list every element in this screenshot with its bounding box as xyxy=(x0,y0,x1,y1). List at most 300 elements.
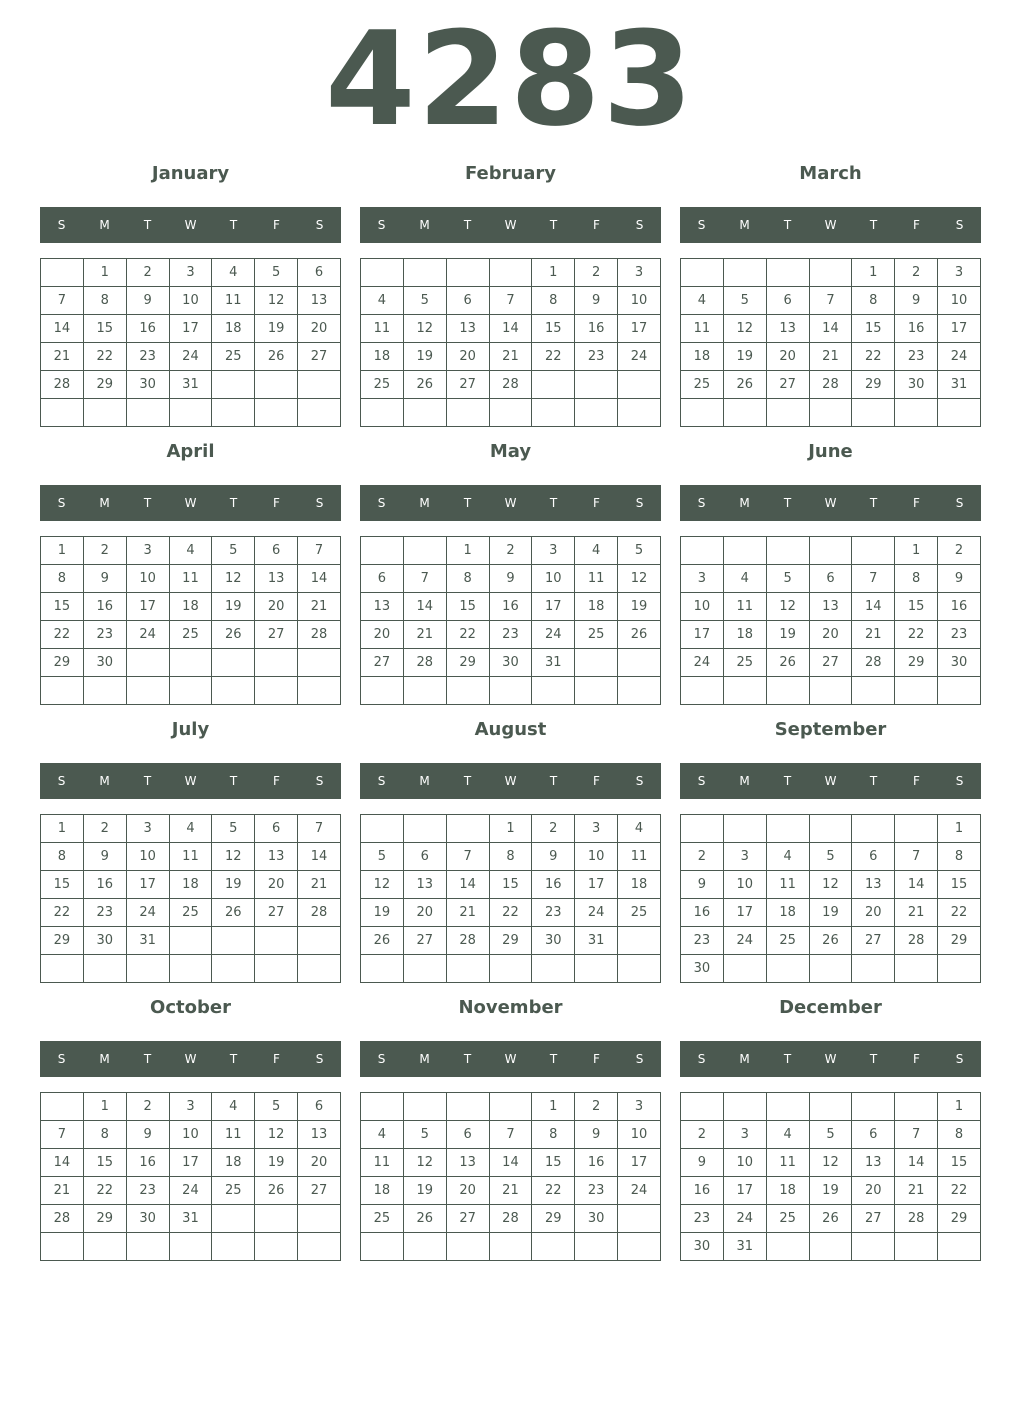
day-cell: 16 xyxy=(489,593,532,621)
day-cell: 21 xyxy=(852,621,895,649)
day-cell xyxy=(723,259,766,287)
day-cell: 10 xyxy=(575,843,618,871)
day-cell: 22 xyxy=(41,621,84,649)
day-cell xyxy=(532,399,575,427)
day-cell: 7 xyxy=(41,287,84,315)
day-cell: 26 xyxy=(809,1205,852,1233)
day-cell: 26 xyxy=(361,927,404,955)
weekday-label: S xyxy=(955,1052,964,1066)
weekday-label: T xyxy=(783,1052,792,1066)
day-cell xyxy=(723,677,766,705)
weekday-label: F xyxy=(913,218,920,232)
day-cell xyxy=(895,399,938,427)
day-cell: 16 xyxy=(575,315,618,343)
day-cell: 23 xyxy=(83,899,126,927)
day-cell: 18 xyxy=(169,593,212,621)
week-row xyxy=(41,1177,341,1205)
day-cell xyxy=(169,677,212,705)
day-cell: 30 xyxy=(681,1233,724,1261)
week-row xyxy=(361,565,661,593)
day-cell: 18 xyxy=(681,343,724,371)
weekday-label: T xyxy=(229,218,238,232)
day-cell: 22 xyxy=(532,1177,575,1205)
day-cell: 25 xyxy=(212,343,255,371)
day-cell: 3 xyxy=(723,843,766,871)
day-grid xyxy=(360,1092,661,1261)
day-cell: 20 xyxy=(298,1149,341,1177)
week-row xyxy=(681,649,981,677)
day-cell xyxy=(938,677,981,705)
day-cell: 9 xyxy=(83,565,126,593)
day-cell: 9 xyxy=(895,287,938,315)
day-cell: 28 xyxy=(298,899,341,927)
day-cell: 6 xyxy=(298,259,341,287)
week-row xyxy=(361,1121,661,1149)
day-cell: 4 xyxy=(212,259,255,287)
day-cell: 6 xyxy=(403,843,446,871)
day-cell: 21 xyxy=(446,899,489,927)
weekday-header xyxy=(360,1041,661,1077)
day-cell: 29 xyxy=(446,649,489,677)
day-cell: 13 xyxy=(403,871,446,899)
day-cell xyxy=(255,371,298,399)
day-cell: 19 xyxy=(723,343,766,371)
day-cell: 28 xyxy=(446,927,489,955)
weekday-label: W xyxy=(504,496,517,510)
day-cell: 21 xyxy=(403,621,446,649)
day-cell: 8 xyxy=(489,843,532,871)
week-row xyxy=(41,343,341,371)
day-cell: 10 xyxy=(723,1149,766,1177)
day-cell: 17 xyxy=(618,315,661,343)
day-cell: 21 xyxy=(41,343,84,371)
day-cell xyxy=(852,1233,895,1261)
day-grid xyxy=(40,1092,341,1261)
day-cell: 5 xyxy=(809,843,852,871)
day-cell: 6 xyxy=(446,287,489,315)
day-cell xyxy=(681,399,724,427)
day-cell: 12 xyxy=(403,1149,446,1177)
day-cell: 24 xyxy=(126,899,169,927)
day-cell: 31 xyxy=(575,927,618,955)
day-cell: 17 xyxy=(681,621,724,649)
day-cell: 11 xyxy=(766,1149,809,1177)
day-cell: 19 xyxy=(212,593,255,621)
day-cell: 29 xyxy=(532,1205,575,1233)
week-row xyxy=(41,1233,341,1261)
day-cell: 13 xyxy=(298,287,341,315)
week-row xyxy=(681,871,981,899)
weekday-label: F xyxy=(913,1052,920,1066)
weekday-label: T xyxy=(549,218,558,232)
week-row xyxy=(681,565,981,593)
day-cell: 27 xyxy=(255,621,298,649)
day-cell xyxy=(489,955,532,983)
week-row xyxy=(41,1093,341,1121)
week-row xyxy=(361,1093,661,1121)
week-row xyxy=(361,899,661,927)
week-row xyxy=(681,1093,981,1121)
day-cell: 5 xyxy=(255,1093,298,1121)
month-name: December xyxy=(779,997,882,1018)
day-cell: 11 xyxy=(169,565,212,593)
day-cell: 30 xyxy=(126,1205,169,1233)
day-cell: 23 xyxy=(681,927,724,955)
month-name: November xyxy=(458,997,563,1018)
day-cell: 13 xyxy=(446,315,489,343)
day-cell: 12 xyxy=(361,871,404,899)
weekday-label: M xyxy=(739,774,750,788)
day-cell xyxy=(212,927,255,955)
day-cell: 18 xyxy=(618,871,661,899)
day-cell: 12 xyxy=(723,315,766,343)
day-cell: 24 xyxy=(575,899,618,927)
day-cell: 31 xyxy=(938,371,981,399)
day-cell xyxy=(41,677,84,705)
day-cell: 31 xyxy=(169,371,212,399)
day-cell: 28 xyxy=(489,1205,532,1233)
month-name: February xyxy=(464,163,557,184)
day-cell: 27 xyxy=(809,649,852,677)
weekday-header xyxy=(40,485,341,521)
day-cell: 30 xyxy=(938,649,981,677)
day-cell xyxy=(212,1233,255,1261)
day-cell: 12 xyxy=(403,315,446,343)
day-grid xyxy=(360,814,661,983)
day-cell: 29 xyxy=(41,649,84,677)
day-cell: 23 xyxy=(681,1205,724,1233)
week-row xyxy=(681,315,981,343)
day-cell: 12 xyxy=(212,843,255,871)
day-cell xyxy=(212,955,255,983)
week-row xyxy=(361,537,661,565)
weekday-label: M xyxy=(739,1052,750,1066)
weekday-label: W xyxy=(184,218,197,232)
day-cell xyxy=(938,955,981,983)
day-cell xyxy=(298,1233,341,1261)
day-cell xyxy=(83,399,126,427)
day-cell: 1 xyxy=(41,815,84,843)
day-cell: 25 xyxy=(575,621,618,649)
week-row xyxy=(681,1121,981,1149)
day-cell: 21 xyxy=(489,343,532,371)
day-cell: 7 xyxy=(895,843,938,871)
day-cell: 19 xyxy=(403,343,446,371)
day-cell: 24 xyxy=(723,927,766,955)
day-cell: 6 xyxy=(809,565,852,593)
day-cell: 15 xyxy=(489,871,532,899)
day-cell: 3 xyxy=(723,1121,766,1149)
day-cell: 10 xyxy=(681,593,724,621)
day-cell: 9 xyxy=(575,1121,618,1149)
day-grid xyxy=(680,536,981,705)
day-cell: 15 xyxy=(938,1149,981,1177)
day-cell: 1 xyxy=(83,259,126,287)
weekday-label: S xyxy=(635,1052,644,1066)
weekday-label: S xyxy=(315,774,324,788)
day-cell: 3 xyxy=(618,1093,661,1121)
day-cell xyxy=(618,649,661,677)
weekday-label: S xyxy=(57,774,66,788)
day-cell xyxy=(212,371,255,399)
day-cell: 24 xyxy=(169,343,212,371)
day-cell: 20 xyxy=(809,621,852,649)
day-cell: 12 xyxy=(255,287,298,315)
day-cell xyxy=(723,1093,766,1121)
day-cell xyxy=(575,955,618,983)
day-cell: 26 xyxy=(618,621,661,649)
day-cell xyxy=(169,1233,212,1261)
day-cell: 7 xyxy=(298,537,341,565)
day-cell: 10 xyxy=(169,287,212,315)
week-row xyxy=(361,315,661,343)
day-cell: 30 xyxy=(532,927,575,955)
week-row xyxy=(41,899,341,927)
day-cell: 6 xyxy=(852,843,895,871)
day-cell xyxy=(618,371,661,399)
day-cell: 7 xyxy=(298,815,341,843)
day-cell: 19 xyxy=(212,871,255,899)
day-cell xyxy=(255,955,298,983)
day-cell: 10 xyxy=(938,287,981,315)
week-row xyxy=(681,399,981,427)
day-cell xyxy=(255,399,298,427)
day-cell: 22 xyxy=(895,621,938,649)
weekday-label: S xyxy=(377,496,386,510)
day-cell xyxy=(852,399,895,427)
weekday-label: S xyxy=(57,218,66,232)
day-cell: 17 xyxy=(126,593,169,621)
week-row xyxy=(361,815,661,843)
day-cell: 4 xyxy=(723,565,766,593)
day-cell: 26 xyxy=(766,649,809,677)
day-cell: 12 xyxy=(255,1121,298,1149)
day-cell: 14 xyxy=(489,315,532,343)
month-name: September xyxy=(774,719,887,740)
day-cell xyxy=(809,955,852,983)
day-cell: 11 xyxy=(361,315,404,343)
day-cell xyxy=(532,371,575,399)
week-row xyxy=(361,593,661,621)
day-cell xyxy=(575,1233,618,1261)
day-cell xyxy=(618,399,661,427)
week-row xyxy=(361,871,661,899)
day-cell: 5 xyxy=(212,815,255,843)
day-grid xyxy=(680,258,981,427)
day-cell: 10 xyxy=(126,843,169,871)
weekday-header xyxy=(680,1041,981,1077)
day-cell: 27 xyxy=(403,927,446,955)
day-cell: 2 xyxy=(575,1093,618,1121)
day-cell xyxy=(489,259,532,287)
weekday-label: W xyxy=(184,1052,197,1066)
week-row xyxy=(681,843,981,871)
day-cell xyxy=(255,927,298,955)
weekday-label: S xyxy=(635,218,644,232)
day-cell: 17 xyxy=(723,899,766,927)
day-cell: 6 xyxy=(852,1121,895,1149)
month-name: October xyxy=(150,997,231,1018)
day-cell: 5 xyxy=(723,287,766,315)
day-cell: 2 xyxy=(681,1121,724,1149)
day-cell: 26 xyxy=(212,621,255,649)
day-cell: 30 xyxy=(681,955,724,983)
day-cell xyxy=(895,677,938,705)
day-cell: 19 xyxy=(255,1149,298,1177)
day-cell: 7 xyxy=(489,1121,532,1149)
weekday-label: T xyxy=(143,218,152,232)
day-cell xyxy=(809,815,852,843)
day-cell: 28 xyxy=(489,371,532,399)
weekday-label: W xyxy=(504,218,517,232)
day-cell: 14 xyxy=(298,843,341,871)
week-row xyxy=(41,677,341,705)
weekday-label: T xyxy=(783,218,792,232)
day-cell xyxy=(126,649,169,677)
day-cell: 1 xyxy=(532,1093,575,1121)
day-cell xyxy=(681,259,724,287)
day-cell: 6 xyxy=(298,1093,341,1121)
day-cell: 25 xyxy=(618,899,661,927)
day-cell: 8 xyxy=(83,287,126,315)
day-cell: 24 xyxy=(681,649,724,677)
weekday-label: T xyxy=(869,218,878,232)
day-cell: 7 xyxy=(446,843,489,871)
day-cell xyxy=(41,1093,84,1121)
day-cell: 8 xyxy=(938,1121,981,1149)
day-cell xyxy=(809,399,852,427)
day-cell: 23 xyxy=(532,899,575,927)
day-cell xyxy=(255,649,298,677)
week-row xyxy=(681,593,981,621)
day-cell: 8 xyxy=(446,565,489,593)
day-cell: 17 xyxy=(723,1177,766,1205)
day-cell: 13 xyxy=(852,871,895,899)
day-cell: 20 xyxy=(446,1177,489,1205)
day-cell: 18 xyxy=(361,1177,404,1205)
day-cell: 24 xyxy=(723,1205,766,1233)
week-row xyxy=(41,287,341,315)
day-cell: 15 xyxy=(895,593,938,621)
week-row xyxy=(681,677,981,705)
weekday-label: T xyxy=(869,496,878,510)
day-cell: 27 xyxy=(298,343,341,371)
day-cell: 14 xyxy=(489,1149,532,1177)
day-cell xyxy=(938,1233,981,1261)
day-cell: 18 xyxy=(212,315,255,343)
day-cell xyxy=(298,955,341,983)
day-cell: 3 xyxy=(169,259,212,287)
day-cell xyxy=(809,537,852,565)
day-cell: 17 xyxy=(532,593,575,621)
day-cell xyxy=(446,399,489,427)
day-cell: 3 xyxy=(618,259,661,287)
day-cell: 26 xyxy=(255,343,298,371)
day-cell: 21 xyxy=(809,343,852,371)
weekday-label: T xyxy=(229,1052,238,1066)
day-cell xyxy=(212,677,255,705)
day-cell: 2 xyxy=(83,815,126,843)
day-cell: 19 xyxy=(809,1177,852,1205)
day-cell: 9 xyxy=(681,1149,724,1177)
day-cell: 23 xyxy=(126,343,169,371)
weekday-header xyxy=(360,763,661,799)
day-cell xyxy=(41,259,84,287)
day-cell: 16 xyxy=(575,1149,618,1177)
week-row xyxy=(361,343,661,371)
year-title: 4283 xyxy=(325,3,695,155)
day-cell: 19 xyxy=(809,899,852,927)
day-cell: 22 xyxy=(852,343,895,371)
weekday-label: F xyxy=(593,1052,600,1066)
day-cell: 7 xyxy=(41,1121,84,1149)
day-cell: 5 xyxy=(809,1121,852,1149)
day-cell: 2 xyxy=(938,537,981,565)
day-cell xyxy=(852,955,895,983)
day-cell: 27 xyxy=(852,927,895,955)
day-cell xyxy=(723,537,766,565)
day-cell: 29 xyxy=(83,371,126,399)
day-cell xyxy=(255,1205,298,1233)
day-cell: 30 xyxy=(126,371,169,399)
day-cell xyxy=(361,1233,404,1261)
day-cell: 16 xyxy=(681,1177,724,1205)
weekday-label: S xyxy=(955,774,964,788)
day-cell: 30 xyxy=(83,649,126,677)
day-cell xyxy=(126,677,169,705)
day-cell: 17 xyxy=(938,315,981,343)
day-cell: 31 xyxy=(169,1205,212,1233)
weekday-header xyxy=(680,207,981,243)
day-cell: 9 xyxy=(126,1121,169,1149)
day-cell: 5 xyxy=(403,287,446,315)
day-cell: 2 xyxy=(532,815,575,843)
day-cell: 15 xyxy=(83,1149,126,1177)
day-cell: 16 xyxy=(532,871,575,899)
day-cell: 3 xyxy=(126,537,169,565)
day-cell: 6 xyxy=(255,815,298,843)
day-cell xyxy=(489,1233,532,1261)
day-cell: 13 xyxy=(361,593,404,621)
weekday-label: M xyxy=(739,218,750,232)
day-cell: 15 xyxy=(446,593,489,621)
week-row xyxy=(681,287,981,315)
day-cell: 1 xyxy=(852,259,895,287)
day-cell xyxy=(446,955,489,983)
day-cell: 20 xyxy=(255,593,298,621)
day-cell: 1 xyxy=(938,815,981,843)
day-cell xyxy=(809,259,852,287)
day-cell xyxy=(298,649,341,677)
day-cell: 4 xyxy=(766,843,809,871)
day-cell xyxy=(403,399,446,427)
day-cell: 23 xyxy=(575,1177,618,1205)
day-cell xyxy=(298,1205,341,1233)
week-row xyxy=(41,537,341,565)
day-cell: 27 xyxy=(766,371,809,399)
day-cell: 22 xyxy=(489,899,532,927)
day-cell: 8 xyxy=(852,287,895,315)
weekday-header xyxy=(680,485,981,521)
day-cell: 19 xyxy=(255,315,298,343)
day-grid xyxy=(360,258,661,427)
day-cell xyxy=(618,1233,661,1261)
day-cell: 5 xyxy=(255,259,298,287)
weekday-label: W xyxy=(184,774,197,788)
weekday-label: M xyxy=(419,774,430,788)
day-cell: 4 xyxy=(361,1121,404,1149)
day-cell: 30 xyxy=(895,371,938,399)
